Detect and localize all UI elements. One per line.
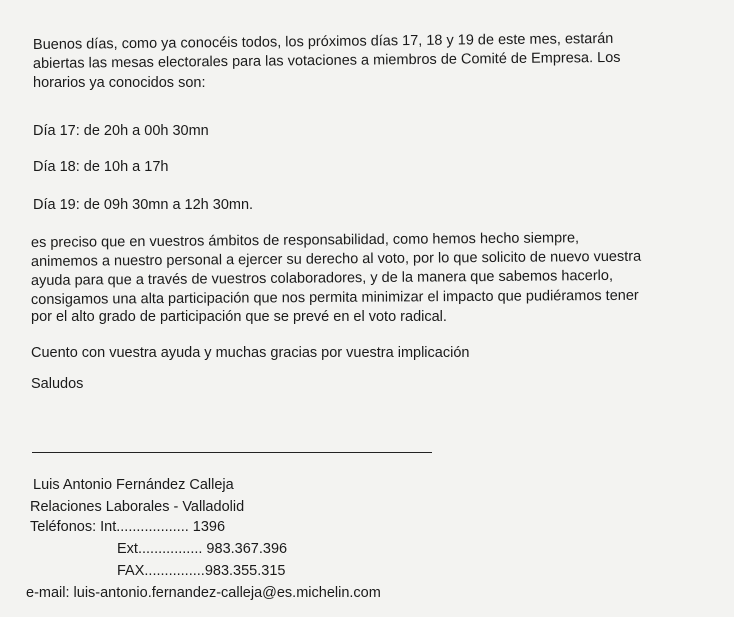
signature-rule [32, 452, 432, 453]
schedule-day-19: Día 19: de 09h 30mn a 12h 30mn. [33, 197, 254, 213]
signature-department: Relaciones Laborales - Valladolid [30, 499, 245, 515]
intro-line-2: abiertas las mesas electorales para las votaciones a miembros de Comité de Empresa. Los [32, 49, 621, 72]
signature-name: Luis Antonio Fernández Calleja [33, 477, 234, 493]
body-line-1: es preciso que en vuestros ámbitos de responsabilidad, como hemos hecho siempre, [30, 230, 580, 251]
body-line-4: consigamos una alta participación que nos permita minimizar el impacto que pudiéramos tener [30, 287, 639, 308]
signature-fax: FAX...............983.355.315 [117, 563, 286, 579]
intro-line-3: horarios ya conocidos son: [33, 75, 206, 91]
schedule-day-17: Día 17: de 20h a 00h 30mn [33, 123, 209, 139]
signature-email: e-mail: luis-antonio.fernandez-calleja@es.michelin.com [26, 585, 381, 601]
body-line-2: animemos a nuestro personal a ejercer su derecho al voto, por lo que solicito de nuevo vuestra [30, 248, 642, 270]
closing-line: Saludos [31, 376, 84, 392]
body-line-5: por el alto grado de participación que se prevé en el voto radical. [31, 309, 447, 325]
schedule-day-18: Día 18: de 10h a 17h [33, 159, 169, 175]
intro-line-1: Buenos días, como ya conocéis todos, los próximos días 17, 18 y 19 de este mes, estarán [32, 30, 614, 53]
body-line-3: ayuda para que a través de vuestros colaboradores, y de la manera que sabemos hacerlo, [30, 267, 614, 289]
thanks-line: Cuento con vuestra ayuda y muchas gracias por vuestra implicación [31, 345, 470, 361]
signature-phone-ext: Ext................ 983.367.396 [117, 541, 288, 557]
signature-phone-int: Teléfonos: Int.................. 1396 [30, 519, 226, 535]
